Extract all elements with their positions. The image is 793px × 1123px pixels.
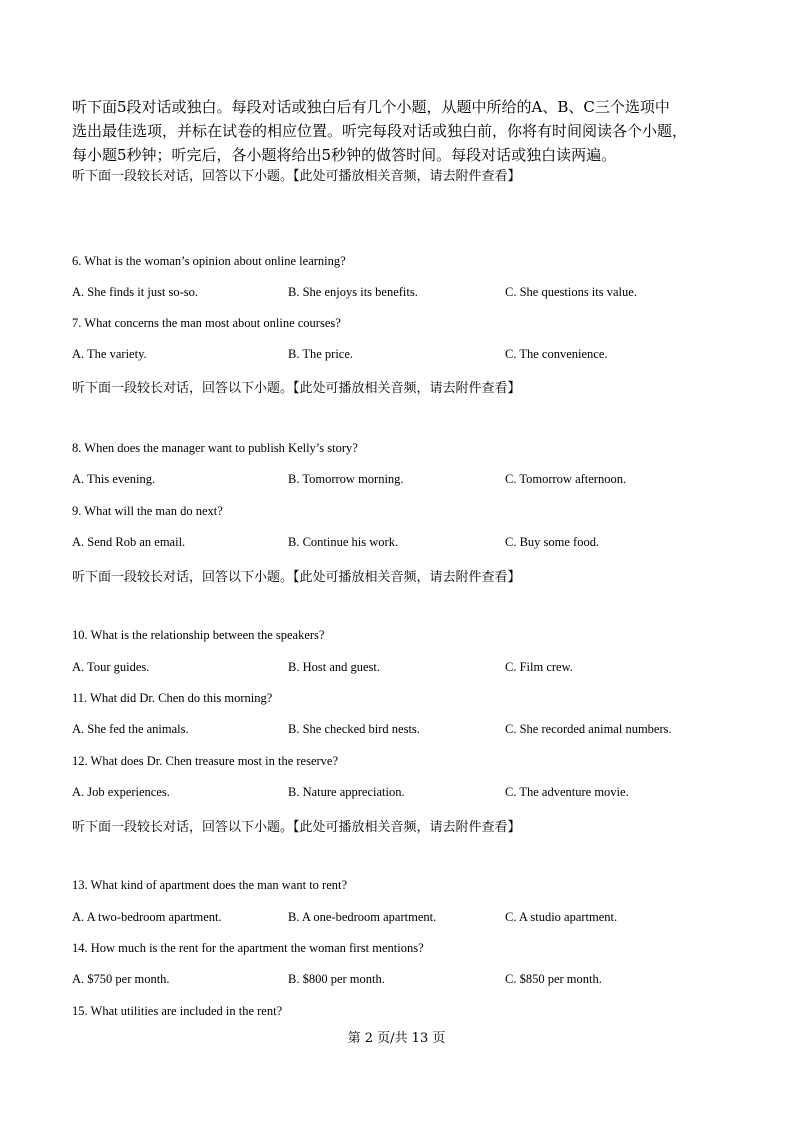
question: 10. What is the relationship between the speakers? xyxy=(72,628,325,642)
question: 6. What is the woman’s opinion about online learning? xyxy=(72,254,346,268)
option-a: A. This evening. xyxy=(72,472,156,486)
option-b: B. The price. xyxy=(288,347,354,361)
option-c: C. The convenience. xyxy=(505,347,608,361)
option-b: B. Continue his work. xyxy=(288,535,399,549)
option-b: B. A one-bedroom apartment. xyxy=(288,910,437,924)
page-footer: 第 2 页/共 13 页 xyxy=(347,1031,446,1046)
option-b: B. She enjoys its benefits. xyxy=(288,285,418,299)
option-b: B. Tomorrow morning. xyxy=(288,472,404,486)
section-instruction: 听下面一段较长对话，回答以下小题。【此处可播放相关音频，请去附件查看】 xyxy=(72,381,521,396)
section-instruction: 听下面一段较长对话，回答以下小题。【此处可播放相关音频，请去附件查看】 xyxy=(72,169,521,184)
option-c: C. Film crew. xyxy=(505,660,573,674)
option-a: A. $750 per month. xyxy=(72,972,170,986)
question: 11. What did Dr. Chen do this morning? xyxy=(72,691,273,705)
option-b: B. Host and guest. xyxy=(288,660,381,674)
question: 15. What utilities are included in the rent? xyxy=(72,1004,283,1018)
question: 13. What kind of apartment does the man want to rent? xyxy=(72,878,348,892)
option-b: B. Nature appreciation. xyxy=(288,785,405,799)
option-c: C. She questions its value. xyxy=(505,285,637,299)
option-c: C. Tomorrow afternoon. xyxy=(505,472,627,486)
option-a: A. She finds it just so-so. xyxy=(72,285,199,299)
intro-line: 每小题5秒钟；听完后，各小题将给出5秒钟的做答时间。每段对话或独白读两遍。 xyxy=(72,146,617,164)
option-c: C. A studio apartment. xyxy=(505,910,618,924)
option-c: C. $850 per month. xyxy=(505,972,602,986)
section-instruction: 听下面一段较长对话，回答以下小题。【此处可播放相关音频，请去附件查看】 xyxy=(72,570,521,585)
option-a: A. She fed the animals. xyxy=(72,722,189,736)
question: 14. How much is the rent for the apartment the woman first mentions? xyxy=(72,941,424,955)
question: 9. What will the man do next? xyxy=(72,504,223,518)
option-c: C. The adventure movie. xyxy=(505,785,629,799)
section-instruction: 听下面一段较长对话，回答以下小题。【此处可播放相关音频，请去附件查看】 xyxy=(72,820,521,835)
listening-intro xyxy=(72,95,722,187)
intro-line: 听下面5段对话或独白。每段对话或独白后有几个小题，从题中所给的A、B、C三个选项中 xyxy=(72,98,670,116)
option-c: C. She recorded animal numbers. xyxy=(505,722,672,736)
question: 12. What does Dr. Chen treasure most in the reserve? xyxy=(72,754,339,768)
option-a: A. Job experiences. xyxy=(72,785,170,799)
intro-line: 选出最佳选项，并标在试卷的相应位置。听完每段对话或独白前，你将有时间阅读各个小题， xyxy=(72,122,688,140)
question: 8. When does the manager want to publish Kelly’s story? xyxy=(72,441,358,455)
question: 7. What concerns the man most about online courses? xyxy=(72,316,341,330)
option-a: A. Send Rob an email. xyxy=(72,535,186,549)
option-a: A. The variety. xyxy=(72,347,147,361)
option-c: C. Buy some food. xyxy=(505,535,600,549)
option-b: B. She checked bird nests. xyxy=(288,722,420,736)
option-a: A. Tour guides. xyxy=(72,660,150,674)
option-b: B. $800 per month. xyxy=(288,972,385,986)
option-a: A. A two-bedroom apartment. xyxy=(72,910,222,924)
